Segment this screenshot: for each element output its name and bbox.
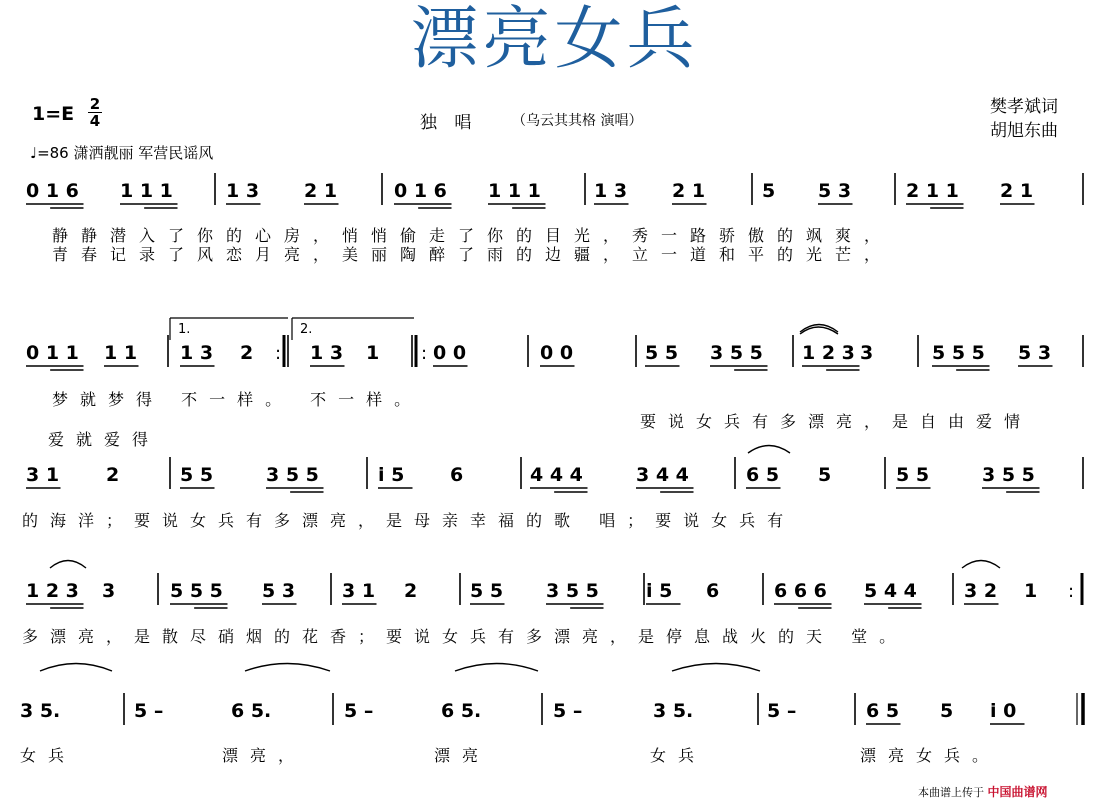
note-group: 5 xyxy=(940,700,954,722)
note-group: 3 1 xyxy=(342,580,376,602)
note-group: 5 xyxy=(762,180,776,202)
singer-credit: （乌云其其格 演唱） xyxy=(512,113,643,129)
site-brand-logo: 中国曲谱网 xyxy=(987,785,1048,799)
note-group: 6 xyxy=(450,464,464,486)
note-group: 5 5 xyxy=(896,464,930,486)
composer-credit: 胡旭东曲 xyxy=(990,121,1058,141)
note-group: 0 1 6 xyxy=(394,180,447,202)
note-group: 2 1 xyxy=(672,180,706,202)
note-group: 0 1 1 xyxy=(26,342,79,364)
lyricist-credit: 樊孝斌词 xyxy=(990,97,1058,117)
tempo-marking: ♩=86 潇洒靓丽 军营民谣风 xyxy=(30,144,214,162)
note-group: 5 – xyxy=(344,700,374,722)
ending-label-2: 2. xyxy=(300,322,313,337)
note-group: 6 5. xyxy=(231,700,272,722)
note-group: 1 1 1 xyxy=(488,180,541,202)
lyric-line: 梦就梦得 不一样。 不一样。 xyxy=(52,390,423,409)
note-group: 6 5 xyxy=(746,464,780,486)
note-group: 3 xyxy=(102,580,116,602)
lyric-line: 的海洋；要说女兵有多漂亮，是母亲幸福的歌 唱；要说女兵有 xyxy=(22,511,796,530)
note-group: 5 5 xyxy=(645,342,679,364)
note-group: 0 0 xyxy=(433,342,467,364)
note-group: 2 xyxy=(106,464,120,486)
lyric-word: 女兵 xyxy=(650,746,707,765)
lyric-line: 多漂亮，是散尽硝烟的花香；要说女兵有多漂亮，是停息战火的天 堂。 xyxy=(22,627,908,646)
note-group: 5 3 xyxy=(818,180,852,202)
tie-arc xyxy=(50,561,86,569)
note-group: 5 – xyxy=(767,700,797,722)
footer-prefix: 本曲谱上传于 xyxy=(918,786,984,799)
footer-watermark xyxy=(918,783,1048,800)
note-group: 6 5 xyxy=(866,700,900,722)
note-group: 1 xyxy=(1024,580,1038,602)
note-group: 3 5 5 xyxy=(710,342,763,364)
note-group: 3 5 5 xyxy=(546,580,599,602)
note-group: 5 – xyxy=(134,700,164,722)
note-group: 6 6 6 xyxy=(774,580,827,602)
note-group: 1 1 1 xyxy=(120,180,173,202)
note-group: 1 2 3 xyxy=(802,342,855,364)
note-group: 2 xyxy=(240,342,254,364)
note-group: i 5 xyxy=(646,580,673,602)
note-group: 3 5 5 xyxy=(266,464,319,486)
lyric-word: 漂亮 xyxy=(434,746,491,765)
note-group: 5 4 4 xyxy=(864,580,917,602)
note-group: 5 xyxy=(818,464,832,486)
time-signature-bottom: 4 xyxy=(89,112,101,130)
note-group: 5 – xyxy=(553,700,583,722)
note-group: 1 3 xyxy=(226,180,260,202)
note-group: 0 1 6 xyxy=(26,180,79,202)
tie-arc xyxy=(962,561,1000,569)
tie-arc xyxy=(40,664,112,672)
note-group: 3 xyxy=(860,342,874,364)
note-group: 1 3 xyxy=(310,342,344,364)
repeat-dots: : xyxy=(421,343,428,364)
note-group: 3 5. xyxy=(653,700,694,722)
note-group: 2 1 xyxy=(304,180,338,202)
tie-arc xyxy=(748,446,790,454)
note-group: 2 xyxy=(404,580,418,602)
note-group: 1 2 3 xyxy=(26,580,79,602)
note-group: 3 2 xyxy=(964,580,998,602)
note-group: 4 4 4 xyxy=(530,464,583,486)
note-group: 5 3 xyxy=(262,580,296,602)
note-group: i 0 xyxy=(990,700,1017,722)
note-group: 1 xyxy=(366,342,380,364)
note-group: 5 5 xyxy=(180,464,214,486)
lyric-word: 女兵 xyxy=(20,746,77,765)
time-signature-top: 2 xyxy=(89,95,101,113)
lyric-line: 青春记录了风恋月亮，美丽陶醉了雨的边疆，立一道和平的光芒， xyxy=(52,245,894,264)
note-group: 3 5. xyxy=(20,700,61,722)
note-group: 3 1 xyxy=(26,464,60,486)
note-group: 2 1 1 xyxy=(906,180,959,202)
note-group: 6 5. xyxy=(441,700,482,722)
lyric-word: 漂亮女兵。 xyxy=(860,746,1001,765)
lyric-line: 要说女兵有多漂亮，是自由爱情 xyxy=(640,412,1033,431)
tie-arc xyxy=(455,664,538,672)
note-group: 6 xyxy=(706,580,720,602)
note-group: 1 3 xyxy=(594,180,628,202)
note-group: 5 3 xyxy=(1018,342,1052,364)
ending-label-1: 1. xyxy=(178,322,191,337)
tie-arc xyxy=(672,664,760,672)
repeat-dots: : xyxy=(1068,581,1075,602)
note-group: 3 5 5 xyxy=(982,464,1035,486)
key-signature: 1=E xyxy=(32,103,75,125)
note-group: i 5 xyxy=(378,464,405,486)
lyric-word: 漂亮， xyxy=(222,746,307,765)
song-title: 漂亮女兵 xyxy=(410,0,699,79)
lyric-line: 静静潜入了你的心房，悄悄偷走了你的目光，秀一路骄傲的飒爽， xyxy=(52,226,894,245)
note-group: 3 4 4 xyxy=(636,464,689,486)
note-group: 5 5 5 xyxy=(932,342,985,364)
note-group: 1 3 xyxy=(180,342,214,364)
note-group: 0 0 xyxy=(540,342,574,364)
note-group: 2 1 xyxy=(1000,180,1034,202)
note-group: 1 1 xyxy=(104,342,138,364)
performance-type: 独 唱 xyxy=(420,113,478,133)
note-group: 5 5 5 xyxy=(170,580,223,602)
lyric-line: 爱就爱得 xyxy=(48,430,161,449)
tie-arc xyxy=(245,664,330,672)
note-group: 5 5 xyxy=(470,580,504,602)
repeat-dots: : xyxy=(275,343,282,364)
